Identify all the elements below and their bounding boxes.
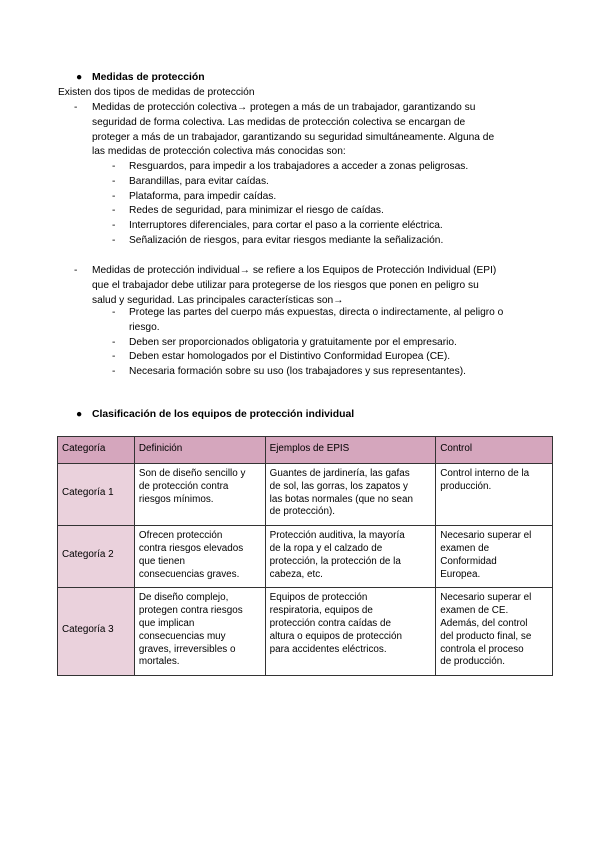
cell-line: Necesario superar el (440, 530, 532, 542)
dash-marker: - (112, 336, 116, 348)
list-item-text: Barandillas, para evitar caídas. (129, 175, 269, 187)
section-heading-clasificacion (76, 409, 355, 420)
column-header: Categoría (58, 437, 135, 464)
definition-cell (134, 588, 265, 676)
dash-marker: - (112, 307, 116, 318)
cell-line: Europea. (440, 568, 481, 580)
dash-marker: - (112, 220, 116, 232)
paragraph-line: seguridad de forma colectiva. Las medidas de protección colectiva se encargan de (92, 116, 466, 128)
cell-line: controla el proceso (440, 643, 524, 655)
cell-line: Guantes de jardinería, las gafas (269, 468, 410, 479)
bullet-icon: ● (76, 72, 83, 83)
cell-line: de sol, las gorras, los zapatos y (269, 480, 408, 492)
list-item (112, 336, 549, 351)
cell-line: graves, irreversibles o (138, 643, 236, 655)
cell-line: contra riesgos elevados (138, 542, 244, 554)
table-row (58, 464, 553, 526)
cell-line: Necesario superar el (440, 592, 532, 604)
cell-line: del producto final, se (440, 630, 532, 642)
cell-line: que tienen (138, 555, 186, 567)
list-item-text: Señalización de riesgos, para evitar riesgos mediante la señalización. (129, 234, 444, 246)
list-item-text: Interruptores diferenciales, para cortar el paso a la corriente eléctrica. (129, 220, 443, 232)
list-item-text: Plataforma, para impedir caídas. (129, 190, 277, 202)
list-item-text: Redes de seguridad, para minimizar el riesgo de caídas. (129, 205, 384, 217)
cell-line: respiratoria, equipos de (269, 605, 373, 617)
dash-marker: - (112, 190, 116, 202)
list-item-continuation (129, 321, 549, 336)
dash-marker: - (112, 205, 116, 217)
cell-line: protegen contra riesgos (138, 605, 243, 617)
cell-line: mortales. (138, 656, 180, 668)
list-item (112, 175, 549, 190)
list-item (112, 234, 549, 249)
category-cell: Categoría 3 (58, 588, 135, 676)
control-cell (436, 464, 553, 526)
category-cell: Categoría 2 (58, 526, 135, 588)
control-cell (436, 526, 553, 588)
cell-line: Protección auditiva, la mayoría (269, 530, 405, 542)
cell-line: Son de diseño sencillo y (138, 468, 246, 479)
list-item-text: riesgo. (129, 321, 160, 333)
cell-line: riesgos mínimos. (138, 493, 214, 505)
list-item (112, 350, 549, 365)
dash-marker: - (112, 366, 116, 378)
dash-marker: - (112, 161, 116, 172)
column-header: Control (436, 437, 553, 464)
cell-line: de producción. (440, 656, 505, 668)
examples-cell (265, 588, 436, 676)
cell-line: Equipos de protección (269, 592, 368, 604)
examples-cell (265, 526, 436, 588)
section-heading-medidas (76, 72, 205, 83)
cell-line: de protección). (269, 506, 335, 518)
cell-line: las botas normales (que no sean (269, 493, 413, 505)
collective-paragraph (74, 101, 552, 160)
cell-line: examen de CE. (440, 605, 509, 617)
cell-line: producción. (440, 480, 492, 492)
list-item-text: Necesaria formación sobre su uso (los trabajadores y sus representantes). (129, 366, 466, 378)
cell-line: que implican (138, 617, 195, 629)
list-item (112, 204, 549, 219)
cell-line: protección, la protección de la (269, 555, 401, 567)
cell-line: de protección contra (138, 480, 229, 492)
table-row (58, 588, 553, 676)
cell-line: de la ropa y el calzado de (269, 542, 383, 554)
dash-marker: - (112, 234, 116, 246)
paragraph-line: proteger a más de un trabajador, garantizando su seguridad simultáneamente. Alguna de (92, 131, 495, 143)
section-title: Clasificación de los equipos de protección individual (92, 409, 355, 420)
bullet-icon: ● (76, 409, 83, 420)
dash-marker: - (112, 175, 116, 187)
section-title: Medidas de protección (92, 72, 205, 83)
dash-marker: - (112, 351, 116, 363)
cell-line: para accidentes eléctricos. (269, 643, 387, 655)
list-item (112, 190, 549, 205)
list-item-text: Deben estar homologados por el Distintivo Conformidad Europea (CE). (129, 351, 451, 363)
list-item-text: Protege las partes del cuerpo más expuestas, directa o indirectamente, al peligro o (129, 307, 504, 318)
definition-cell (134, 526, 265, 588)
control-cell (436, 588, 553, 676)
list-item (112, 219, 549, 234)
cell-line: consecuencias graves. (138, 568, 240, 580)
table-row (58, 526, 553, 588)
definition-cell (134, 464, 265, 526)
paragraph-line: Medidas de protección colectiva→ protegen a más de un trabajador, garantizando su (92, 102, 476, 113)
list-item-text: Resguardos, para impedir a los trabajadores a acceder a zonas peligrosas. (129, 161, 469, 172)
cell-line: Conformidad (440, 555, 497, 567)
cell-line: De diseño complejo, (138, 592, 229, 604)
individual-paragraph (74, 264, 552, 308)
cell-line: Ofrecen protección (138, 530, 223, 542)
dash-marker: - (74, 265, 78, 276)
paragraph-line: salud y seguridad. Las principales características son→ (92, 294, 344, 306)
list-item-text: Deben ser proporcionados obligatoria y gratuitamente por el empresario. (129, 336, 457, 348)
dash-marker: - (74, 102, 78, 113)
individual-list (112, 306, 549, 380)
category-cell: Categoría 1 (58, 464, 135, 526)
cell-line: cabeza, etc. (269, 568, 323, 580)
column-header: Definición (134, 437, 265, 464)
examples-cell (265, 464, 436, 526)
intro-text: Existen dos tipos de medidas de protección (58, 87, 255, 98)
list-item (112, 365, 549, 380)
cell-line: Además, del control (440, 617, 528, 629)
paragraph-line: Medidas de protección individual→ se refiere a los Equipos de Protección Individual (EPI) (92, 265, 497, 276)
paragraph-line: que el trabajador debe utilizar para protegerse de los riesgos que ponen en peligro su (92, 279, 479, 291)
cell-line: protección contra caídas de (269, 617, 391, 629)
list-item (112, 306, 549, 321)
cell-line: consecuencias muy (138, 630, 226, 642)
paragraph-line: las medidas de protección colectiva más conocidas son: (92, 146, 346, 158)
cell-line: examen de (440, 542, 490, 554)
epi-classification-table (57, 436, 553, 676)
table-header-row (58, 437, 553, 464)
cell-line: altura o equipos de protección (269, 630, 402, 642)
column-header: Ejemplos de EPIS (265, 437, 436, 464)
collective-list (112, 160, 549, 249)
cell-line: Control interno de la (440, 468, 530, 479)
list-item (112, 160, 549, 175)
